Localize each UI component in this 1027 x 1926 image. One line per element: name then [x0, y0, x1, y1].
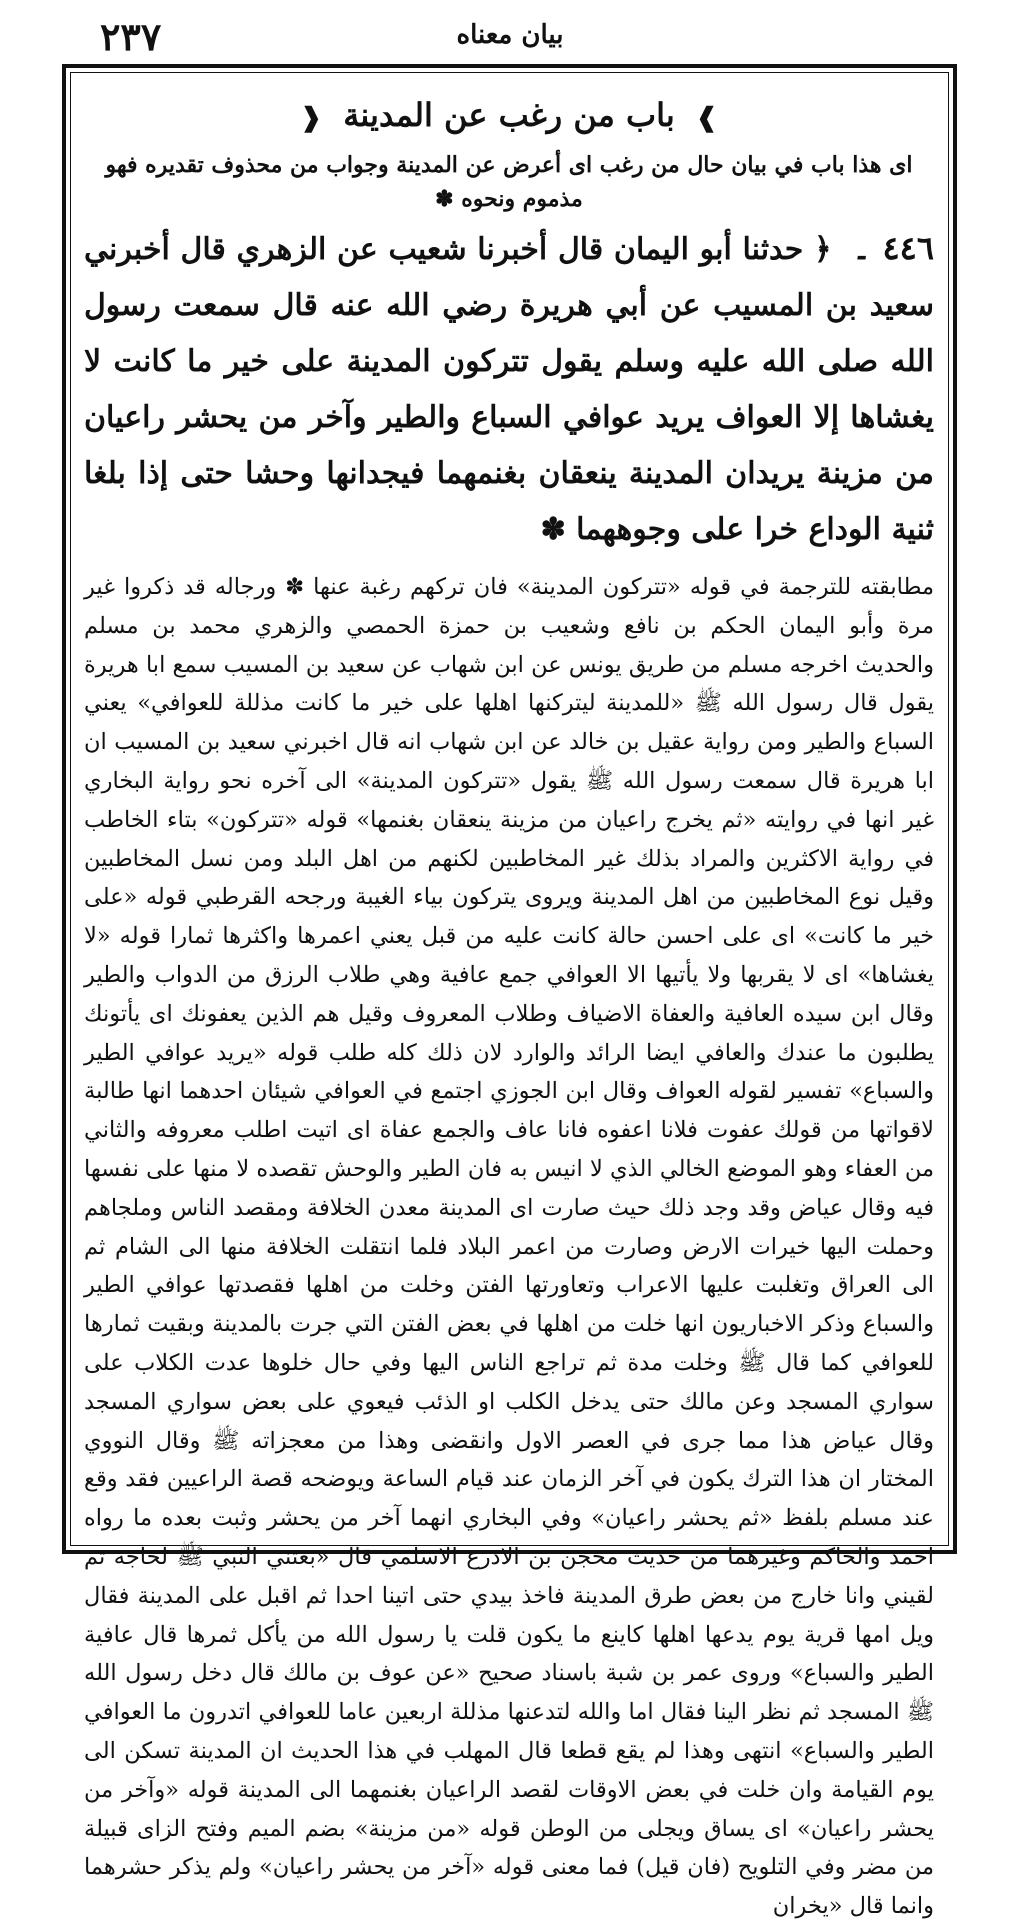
- running-head: [60, 10, 960, 64]
- commentary-paragraph: مطابقته للترجمة في قوله «تتركون المدينة» فان تركهم رغبة عنها ✽ ورجاله قد ذكروا غير مرة وأبو اليمان الحكم بن نافع وشعيب بن حمزة الحمصي والزهري محمد بن مسلم والحديث اخرجه مسلم من طريق يونس عن ابن شهاب عن سعيد بن المسيب سمع ابا هريرة يقول قال رسول الله ﷺ «للمدينة ليتركنها اهلها على خير ما كانت مذللة للعوافي» يعني السباع والطير ومن رواية عقيل بن خالد عن ابن شهاب انه قال اخبرني سعيد بن المسيب ان ابا هريرة قال سمعت رسول الله ﷺ يقول «تتركون المدينة» الى آخره نحو رواية البخاري غير انها في روايته «ثم يخرج راعيان من مزينة ينعقان بغنمها» قوله «تتركون» بتاء الخاطب في رواية الاكثرين والمراد بذلك غير المخاطبين لكنهم من اهل البلد ومن نسل المخاطبين وقيل نوع المخاطبين من اهل المدينة ويروى يتركون بياء الغيبة ورجحه القرطبي قوله «على خير ما كانت» اى على احسن حالة كانت عليه من قبل يعني اعمرها واكثرها ثمارا قوله «لا يغشاها» اى لا يقربها ولا يأتيها الا العوافي جمع عافية وهي طلاب الرزق من الدواب والطير وقال ابن سيده العافية والعفاة الاضياف وطلاب المعروف وقيل هم الذين يعفونك اى يأتونك يطلبون ما عندك والعافي ايضا الرائد والوارد لان ذلك كله طلب قوله «يريد عوافي الطير والسباع» تفسير لقوله العواف وقال ابن الجوزي اجتمع في العوافي شيئان احدهما انها طالبة لاقواتها من قولك عفوت فلانا اعفوه فانا عاف والجمع عفاة اى اتيت اطلب معروفه والثاني من العفاء وهو الموضع الخالي الذي لا انيس به فان الطير والوحش تقصده لا منها على نفسها فيه وقال عياض وقد وجد ذلك حيث صارت اى المدينة معدن الخلافة ومقصد الناس وملجاهم وحملت اليها خيرات الارض وصارت من اعمر البلاد فلما انتقلت الخلافة منها الى الشام ثم الى العراق وتغلبت عليها الاعراب وتعاورتها الفتن وخلت من اهلها فقصدتها عوافي الطير والسباع وذكر الاخباريون انها خلت من اهلها في بعض الفتن التي جرت بالمدينة وبقيت ثمارها للعوافي كما قال ﷺ وخلت مدة ثم تراجع الناس اليها وفي حال خلوها عدت الكلاب على سواري المسجد وعن مالك حتى يدخل الكلب او الذئب فيعوي على بعض سواري المسجد وقال عياض هذا مما جرى في العصر الاول وانقضى وهذا من معجزاته ﷺ وقال النووي المختار ان هذا الترك يكون في آخر الزمان عند قيام الساعة ويوضحه قصة الراعيين فقد وقع عند مسلم بلفظ «ثم يحشر راعيان» وفي البخاري انهما آخر من يحشر وثبت بعده ما رواه احمد والحاكم وغيرهما من حديث محجن بن الادرع الاسلمي قال «بعثني النبي ﷺ لحاجة ثم لقيني وانا خارج من بعض طرق المدينة فاخذ بيدي حتى اتينا احدا ثم اقبل على المدينة فقال ويل امها قرية يوم يدعها اهلها كاينع ما يكون قلت يا رسول الله من يأكل ثمرها قال عافية الطير والسباع» وروى عمر بن شبة باسناد صحيح «عن عوف بن مالك قال دخل رسول الله ﷺ المسجد ثم نظر الينا فقال اما والله لتدعنها مذللة اربعين عاما للعوافي اتدرون ما العوافي الطير والسباع» انتهى وهذا لم يقع قطعا قال المهلب في هذا الحديث ان المدينة تسكن الى يوم القيامة وان خلت في بعض الاوقات لقصد الراعيان بغنمهما الى المدينة قوله «وآخر من يحشر راعيان» اى يساق ويجلى من الوطن قوله «من مزينة» بضم الميم وفتح الزاى قبيلة من مضر وفي التلويح (فان قيل) فما معنى قوله «آخر من يحشر راعيان» ولم يذكر حشرهما وانما قال «يخران: [84, 574, 934, 1920]
- chapter-note: اى هذا باب في بيان حال من رغب اى أعرض عن المدينة وجواب من محذوف تقديره فهو مذموم ونحوه ✽: [105, 152, 913, 212]
- hadith-text: ﴿ حدثنا أبو اليمان قال أخبرنا شعيب عن الزهري قال أخبرني سعيد بن المسيب عن أبي هريرة رضي الله عنه قال سمعت رسول الله صلى الله عليه وسلم يقول تتركون المدينة على خير ما كانت لا يغشاها إلا العواف يريد عوافي السباع والطير وآخر من يحشر راعيان من مزينة يريدان المدينة ينعقان بغنمهما فيجدانها وحشا حتى إذا بلغا ثنية الوداع خرا على وجوههما ✽: [84, 232, 934, 547]
- book-title: بيان معناه: [456, 20, 564, 50]
- chapter-title: باب من رغب عن المدينة: [343, 96, 675, 134]
- ornament-left-icon: ❰: [300, 103, 323, 133]
- hadith-text-block: [84, 220, 934, 558]
- chapter-heading: [84, 84, 934, 146]
- page-content: [84, 84, 934, 1926]
- ornament-right-icon: ❱: [695, 103, 718, 133]
- hadith-number: ٤٤٦ ۔: [852, 229, 934, 267]
- page-number: ٢٣٧: [100, 14, 162, 59]
- commentary: [84, 568, 934, 1926]
